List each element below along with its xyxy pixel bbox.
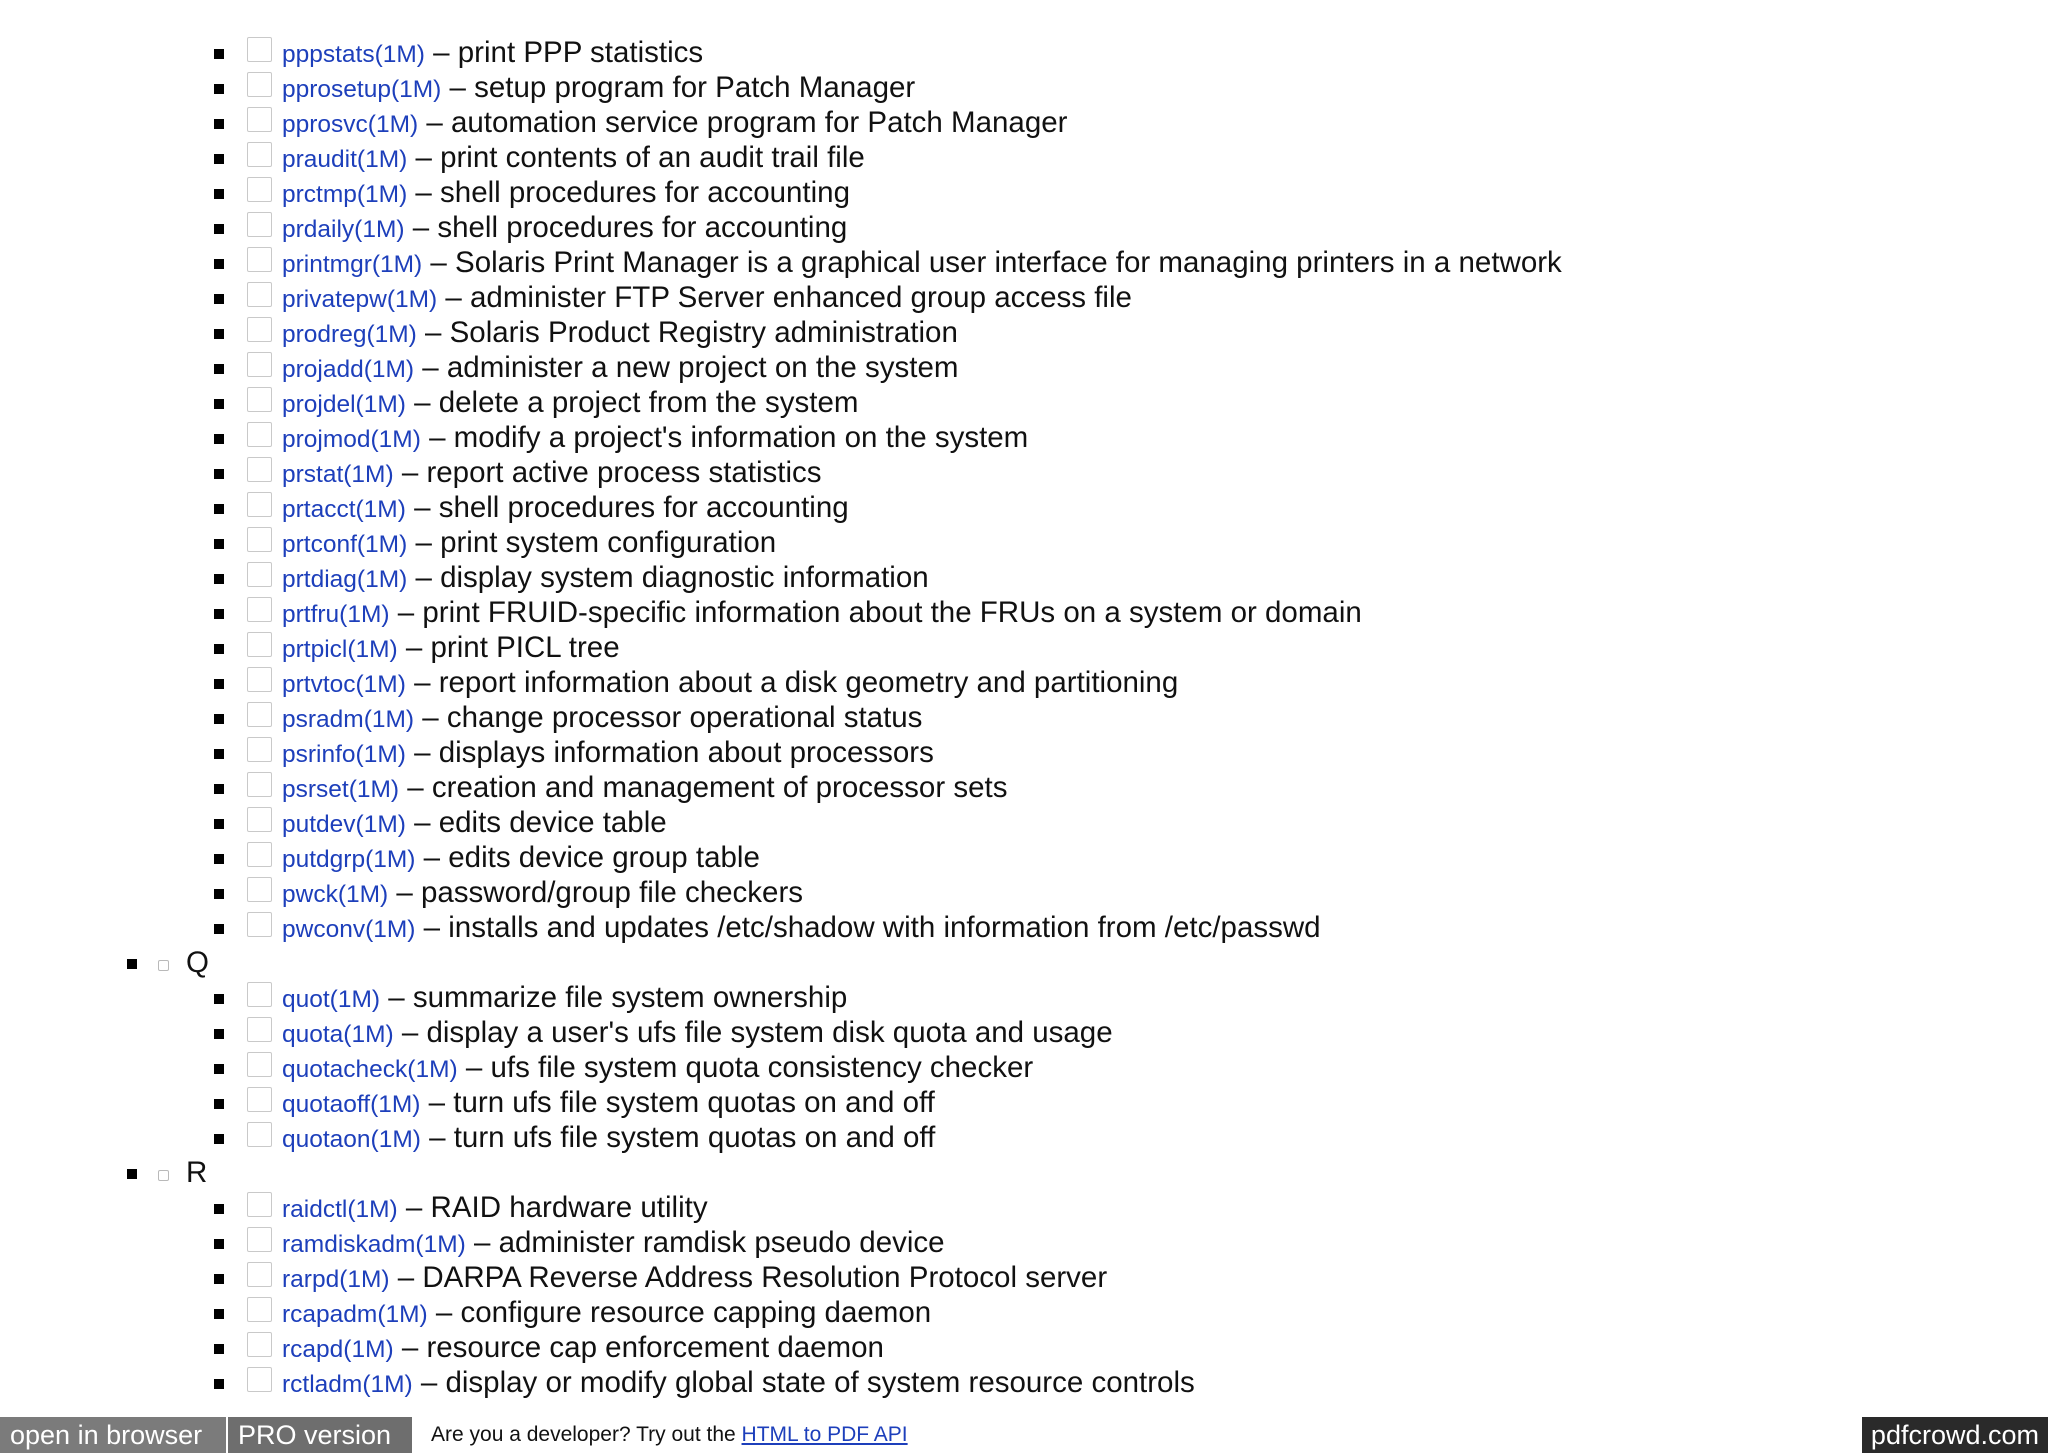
section-label: Q: [186, 946, 209, 979]
list-item: [0, 1330, 2048, 1365]
list-item: [0, 420, 2048, 455]
manpage-link[interactable]: ramdiskadm(1M): [282, 1231, 466, 1258]
list-item: [0, 490, 2048, 525]
list-item: [0, 910, 2048, 945]
manpage-link[interactable]: prctmp(1M): [282, 181, 408, 208]
list-item: [0, 35, 2048, 70]
list-item: [0, 665, 2048, 700]
checkbox[interactable]: [247, 667, 272, 692]
manpage-link[interactable]: projmod(1M): [282, 426, 421, 453]
checkbox[interactable]: [247, 422, 272, 447]
checkbox[interactable]: [247, 562, 272, 587]
entry-description: – installs and updates /etc/shadow with information from /etc/passwd: [415, 911, 1321, 944]
manpage-link[interactable]: rcapadm(1M): [282, 1301, 428, 1328]
bullet: [214, 1274, 224, 1284]
checkbox[interactable]: [247, 177, 272, 202]
checkbox[interactable]: [247, 1367, 272, 1392]
checkbox[interactable]: [158, 960, 169, 971]
bullet: [214, 609, 224, 619]
manpage-link[interactable]: pprosetup(1M): [282, 76, 442, 103]
manpage-link[interactable]: prodreg(1M): [282, 321, 417, 348]
entry-description: – DARPA Reverse Address Resolution Protocol server: [389, 1261, 1108, 1294]
checkbox[interactable]: [247, 632, 272, 657]
entry-description: – modify a project's information on the system: [420, 421, 1029, 454]
entry-description: – displays information about processors: [405, 736, 934, 769]
entry-description: – turn ufs file system quotas on and off: [420, 1086, 935, 1119]
list-item: [0, 385, 2048, 420]
entry-description: – delete a project from the system: [405, 386, 859, 419]
manpage-link[interactable]: prtdiag(1M): [282, 566, 408, 593]
bullet: [214, 84, 224, 94]
entry-description: – Solaris Print Manager is a graphical user interface for managing printers in a network: [422, 246, 1562, 279]
manpage-link[interactable]: prtacct(1M): [282, 496, 406, 523]
manpage-link[interactable]: pwconv(1M): [282, 916, 416, 943]
entry-description: – password/group file checkers: [388, 876, 804, 909]
list-item: [0, 735, 2048, 770]
checkbox[interactable]: [247, 597, 272, 622]
promo-text: [431, 1417, 908, 1453]
bullet: [214, 49, 224, 59]
list-item: [0, 1225, 2048, 1260]
entry-description: – display or modify global state of system resource controls: [412, 1366, 1195, 1399]
manpage-link[interactable]: rctladm(1M): [282, 1371, 413, 1398]
bullet: [214, 784, 224, 794]
entry-description: – turn ufs file system quotas on and off: [420, 1121, 936, 1154]
checkbox[interactable]: [158, 1170, 169, 1181]
bullet: [127, 1169, 137, 1179]
checkbox[interactable]: [247, 912, 272, 937]
bullet: [214, 1204, 224, 1214]
checkbox[interactable]: [247, 1122, 272, 1147]
bullet: [214, 889, 224, 899]
bullet: [214, 259, 224, 269]
bullet: [214, 539, 224, 549]
manpage-link[interactable]: raidctl(1M): [282, 1196, 398, 1223]
checkbox[interactable]: [247, 247, 272, 272]
manpage-link[interactable]: pppstats(1M): [282, 41, 425, 68]
manpage-link[interactable]: prtconf(1M): [282, 531, 408, 558]
entry-description: – administer a new project on the system: [414, 351, 959, 384]
list-item: [0, 1050, 2048, 1085]
checkbox[interactable]: [247, 1017, 272, 1042]
bullet: [214, 1099, 224, 1109]
bullet: [214, 854, 224, 864]
entry-description: – change processor operational status: [414, 701, 923, 734]
bullet: [214, 119, 224, 129]
bullet: [214, 644, 224, 654]
entry-description: – shell procedures for accounting: [405, 491, 849, 524]
bullet: [214, 154, 224, 164]
list-item: [0, 840, 2048, 875]
list-item: [0, 525, 2048, 560]
entry-description: – display system diagnostic information: [407, 561, 929, 594]
checkbox[interactable]: [247, 457, 272, 482]
checkbox[interactable]: [247, 352, 272, 377]
checkbox[interactable]: [247, 1087, 272, 1112]
list-item: [0, 980, 2048, 1015]
entry-description: – shell procedures for accounting: [404, 211, 848, 244]
checkbox[interactable]: [247, 527, 272, 552]
list-item: [0, 595, 2048, 630]
entry-description: – resource cap enforcement daemon: [393, 1331, 884, 1364]
bullet: [214, 1344, 224, 1354]
list-item: [0, 210, 2048, 245]
manpage-link[interactable]: pprosvc(1M): [282, 111, 419, 138]
entry-description: – print PICL tree: [397, 631, 620, 664]
checkbox[interactable]: [247, 842, 272, 867]
checkbox[interactable]: [247, 772, 272, 797]
entry-description: – creation and management of processor sets: [399, 771, 1008, 804]
checkbox[interactable]: [247, 982, 272, 1007]
manpage-link[interactable]: quotaoff(1M): [282, 1091, 421, 1118]
checkbox[interactable]: [247, 492, 272, 517]
manpage-link[interactable]: projadd(1M): [282, 356, 415, 383]
entry-description: – shell procedures for accounting: [407, 176, 850, 209]
checkbox[interactable]: [247, 1297, 272, 1322]
manpage-link[interactable]: pwck(1M): [282, 881, 389, 908]
entry-description: – report active process statistics: [393, 456, 822, 489]
list-item: [0, 1295, 2048, 1330]
checkbox[interactable]: [247, 1262, 272, 1287]
list-item: [0, 770, 2048, 805]
list-item: [0, 1190, 2048, 1225]
manpage-link[interactable]: psradm(1M): [282, 706, 415, 733]
bullet: [214, 714, 224, 724]
pdfcrowd-footer: [0, 1417, 2048, 1453]
list-item: [0, 350, 2048, 385]
document-body: [0, 35, 2048, 1400]
entry-description: – ufs file system quota consistency checker: [457, 1051, 1034, 1084]
list-item: [0, 1085, 2048, 1120]
bullet: [127, 959, 137, 969]
entry-description: – print FRUID-specific information about the FRUs on a system or domain: [389, 596, 1362, 629]
list-item: [0, 315, 2048, 350]
list-item: [0, 1260, 2048, 1295]
list-item: [0, 105, 2048, 140]
list-item: [0, 1120, 2048, 1155]
list-item: [0, 175, 2048, 210]
checkbox[interactable]: [247, 72, 272, 97]
entry-description: – summarize file system ownership: [380, 981, 848, 1014]
open-in-browser-button[interactable]: open in browser: [0, 1417, 226, 1453]
list-item: [0, 140, 2048, 175]
manpage-link[interactable]: quota(1M): [282, 1021, 394, 1048]
checkbox[interactable]: [247, 1052, 272, 1077]
bullet: [214, 1239, 224, 1249]
manpage-link[interactable]: rarpd(1M): [282, 1266, 390, 1293]
entry-description: – report information about a disk geometry and partitioning: [405, 666, 1179, 699]
list-item: [0, 1015, 2048, 1050]
bullet: [214, 434, 224, 444]
manpage-link[interactable]: prtvtoc(1M): [282, 671, 406, 698]
bullet: [214, 1309, 224, 1319]
bullet: [214, 574, 224, 584]
list-item: [0, 70, 2048, 105]
checkbox[interactable]: [247, 1332, 272, 1357]
entry-description: – print contents of an audit trail file: [407, 141, 865, 174]
entry-description: – edits device group table: [415, 841, 760, 874]
manpage-link[interactable]: putdgrp(1M): [282, 846, 416, 873]
entry-description: – automation service program for Patch Manager: [418, 106, 1068, 139]
manpage-link[interactable]: prtfru(1M): [282, 601, 390, 628]
entry-description: – Solaris Product Registry administration: [416, 316, 958, 349]
checkbox[interactable]: [247, 877, 272, 902]
entry-description: – print system configuration: [407, 526, 777, 559]
bullet: [214, 399, 224, 409]
checkbox[interactable]: [247, 37, 272, 62]
list-item: [0, 875, 2048, 910]
entry-description: – print PPP statistics: [424, 36, 704, 69]
list-item: [0, 630, 2048, 665]
checkbox[interactable]: [247, 702, 272, 727]
checkbox[interactable]: [247, 282, 272, 307]
manpage-link[interactable]: quotaon(1M): [282, 1126, 421, 1153]
section-header-r: [0, 1155, 2048, 1190]
bullet: [214, 1029, 224, 1039]
checkbox[interactable]: [247, 142, 272, 167]
manpage-link[interactable]: projdel(1M): [282, 391, 406, 418]
checkbox[interactable]: [247, 387, 272, 412]
list-item: [0, 245, 2048, 280]
manpage-link[interactable]: prtpicl(1M): [282, 636, 398, 663]
checkbox[interactable]: [247, 317, 272, 342]
entry-description: – RAID hardware utility: [397, 1191, 708, 1224]
bullet: [214, 1064, 224, 1074]
list-item: [0, 805, 2048, 840]
bullet: [214, 329, 224, 339]
bullet: [214, 189, 224, 199]
manpage-link[interactable]: quotacheck(1M): [282, 1056, 458, 1083]
bullet: [214, 469, 224, 479]
entry-description: – administer ramdisk pseudo device: [465, 1226, 945, 1259]
bullet: [214, 294, 224, 304]
bullet: [214, 504, 224, 514]
entry-description: – setup program for Patch Manager: [441, 71, 916, 104]
pro-version-button[interactable]: PRO version: [228, 1417, 412, 1453]
manpage-link[interactable]: psrset(1M): [282, 776, 400, 803]
html-to-pdf-api-link[interactable]: HTML to PDF API: [741, 1423, 908, 1446]
section-header-q: [0, 945, 2048, 980]
bullet: [214, 679, 224, 689]
entry-description: – configure resource capping daemon: [427, 1296, 932, 1329]
checkbox[interactable]: [247, 1227, 272, 1252]
bullet: [214, 924, 224, 934]
entry-description: – administer FTP Server enhanced group access file: [437, 281, 1132, 314]
manpage-link[interactable]: praudit(1M): [282, 146, 408, 173]
checkbox[interactable]: [247, 737, 272, 762]
manpage-link[interactable]: quot(1M): [282, 986, 381, 1013]
manpage-link[interactable]: printmgr(1M): [282, 251, 423, 278]
bullet: [214, 994, 224, 1004]
list-item: [0, 1365, 2048, 1400]
section-label: R: [186, 1156, 208, 1189]
list-item: [0, 455, 2048, 490]
bullet: [214, 224, 224, 234]
manpage-link[interactable]: putdev(1M): [282, 811, 406, 838]
checkbox[interactable]: [247, 807, 272, 832]
bullet: [214, 1134, 224, 1144]
entry-description: – edits device table: [405, 806, 667, 839]
checkbox[interactable]: [247, 107, 272, 132]
manpage-link[interactable]: prdaily(1M): [282, 216, 405, 243]
entry-description: – display a user's ufs file system disk quota and usage: [393, 1016, 1113, 1049]
pdfcrowd-brand-link[interactable]: pdfcrowd.com: [1862, 1417, 2048, 1453]
bullet: [214, 1379, 224, 1389]
promo-label: Are you a developer? Try out the: [431, 1423, 742, 1446]
checkbox[interactable]: [247, 212, 272, 237]
bullet: [214, 819, 224, 829]
checkbox[interactable]: [247, 1192, 272, 1217]
bullet: [214, 749, 224, 759]
manpage-link[interactable]: prstat(1M): [282, 461, 394, 488]
bullet: [214, 364, 224, 374]
list-item: [0, 280, 2048, 315]
manpage-link[interactable]: psrinfo(1M): [282, 741, 406, 768]
list-item: [0, 700, 2048, 735]
list-item: [0, 560, 2048, 595]
manpage-link[interactable]: privatepw(1M): [282, 286, 438, 313]
manpage-link[interactable]: rcapd(1M): [282, 1336, 394, 1363]
